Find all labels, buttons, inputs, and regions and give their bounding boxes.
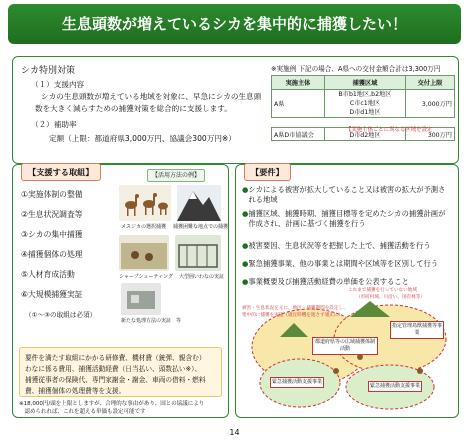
support-heading: （１）支援内容 [31, 80, 85, 89]
page-title: 生息頭数が増えているシカを集中的に捕獲したい！ [8, 4, 461, 44]
requirement-item: ●緊急捕獲事業、他の事業とは期間や区域等を区別して行う [242, 259, 439, 268]
support-text: 費、捕獲個体の処理費等を支援。 [25, 387, 126, 395]
overview-heading: シカ特別対策 [21, 66, 76, 76]
table-cell: 3,000万円 [405, 90, 454, 118]
area-text: B市b1地区,b2地区 [338, 91, 392, 98]
effort-item: ①実施体制の整備 [21, 190, 83, 199]
trap-photo-image [175, 235, 221, 271]
support-box [19, 347, 222, 397]
footnote: ※18,000円/頭を上限としますが、合理的な事由があり、国との協議により [19, 401, 205, 407]
area-text: D市d1地区 [349, 109, 381, 116]
table-header: 捕獲区域 [325, 76, 406, 90]
footnote: 認められれば、これを超える単価も設定可能です [19, 409, 146, 415]
table-cell: D市d2地区 [325, 128, 406, 141]
capture-area-diagram [240, 287, 454, 411]
caption: 大型囲いわなの実証 [179, 274, 225, 280]
diagram-label: 集中的に捕獲を実施（適宜時機を逸さず適正に） [242, 313, 344, 318]
caption: メスジカの選択捕獲 [121, 224, 167, 230]
diagram-box: 緊急捕獲活動支援事業 [368, 381, 422, 392]
page-number: 14 [229, 428, 240, 437]
diagram-box: 指定管理鳥獣捕獲等事業 [390, 321, 444, 339]
efforts-section [12, 164, 229, 418]
effort-item: ⑤人材育成活動 [21, 270, 75, 279]
processing-photo-image [121, 283, 161, 315]
caption: 捕獲困難な地点での捕獲 [173, 224, 229, 230]
diagram-label: 被害・生息状況を元に、地区・捕獲期間を設定し、 [242, 306, 348, 311]
table-row [272, 90, 455, 118]
caption: 新たな処理方法の実証 等 [121, 318, 182, 324]
effort-item: ③シカの集中捕獲 [21, 230, 83, 239]
mountain-photo-image [177, 185, 221, 221]
effort-item: ⑥大規模捕獲実証 [21, 290, 83, 299]
requirement-item: ●被害要因、生息状況等を把握した上で、捕獲活動を行う [242, 241, 431, 250]
support-text: 捕獲従事者の保険代、専門家謝金・謝金、車両の借料・燃料 [25, 376, 206, 384]
overview-section [12, 56, 459, 164]
requirements-title: 【要件】 [244, 163, 291, 181]
table-cell: 300万円 [405, 128, 454, 141]
efforts-title: 【支援する取組】 [21, 163, 101, 181]
support-text: 要件を満たす取組にかかる研修費、機材費（銃弾、親含む） [25, 354, 206, 362]
support-line: 数を大きく減らすための捕獲対策を総合的に支援します。 [35, 104, 232, 113]
support-line: シカの生息頭数が増えている地域を対象に、早急にシカの生息頭 [41, 92, 262, 101]
table-header: 交付上限 [405, 76, 454, 90]
requirement-item: ●捕獲区域、捕獲時期、捕獲目標等を定めたシカの捕獲計画が作成され、計画に基づく捕獲を行う [242, 209, 446, 228]
table-note: ※実施例 下記の場合、A県への交付金額合計は3,300万円 [271, 65, 441, 73]
diagram-label: （市町村域、川沿い、国有林等） [356, 295, 425, 300]
table-cell: A県 [272, 90, 325, 118]
requirement-item: ●シカによる被害が拡大していること又は被害の拡大が予測される地域 [242, 185, 446, 204]
red-note: 【実施主体ごとに異なる区域を設定 [346, 127, 433, 133]
diagram-label: これまで捕獲を行っていない地域 [348, 288, 417, 293]
caption: シャープシューティング [119, 274, 173, 280]
subsidy-heading: （２）補助率 [31, 120, 77, 129]
table-cell [325, 90, 406, 118]
subsidy-line: 定額（上限：都道府県3,000万円、協議会300万円※） [49, 134, 236, 143]
deer-photo-image [119, 185, 171, 221]
table-header: 実施主体 [272, 76, 325, 90]
effort-item: ④捕獲個体の処理 [21, 250, 83, 259]
example-tag: 【活用方法の例】 [147, 169, 205, 182]
requirements-section [235, 164, 459, 418]
table-cell: A県D市協議会 [272, 128, 325, 141]
shooting-photo-image [119, 235, 169, 271]
effort-item: ②生息状況調査等 [21, 210, 83, 219]
support-text: わなに係る費用、捕獲活動経費（日当払い、頭数払い※）、 [25, 365, 202, 373]
requirement-item: ●事業概要及び捕獲活動経費の単価を公表すること [242, 277, 409, 286]
diagram-box: 都道府県等の広域捕獲体制活動 [312, 337, 378, 355]
area-text: C市c1地区 [349, 100, 381, 107]
diagram-box: 緊急捕獲活動支援事業 [270, 377, 324, 388]
required-note: （①～③の取組は必須） [25, 311, 97, 319]
